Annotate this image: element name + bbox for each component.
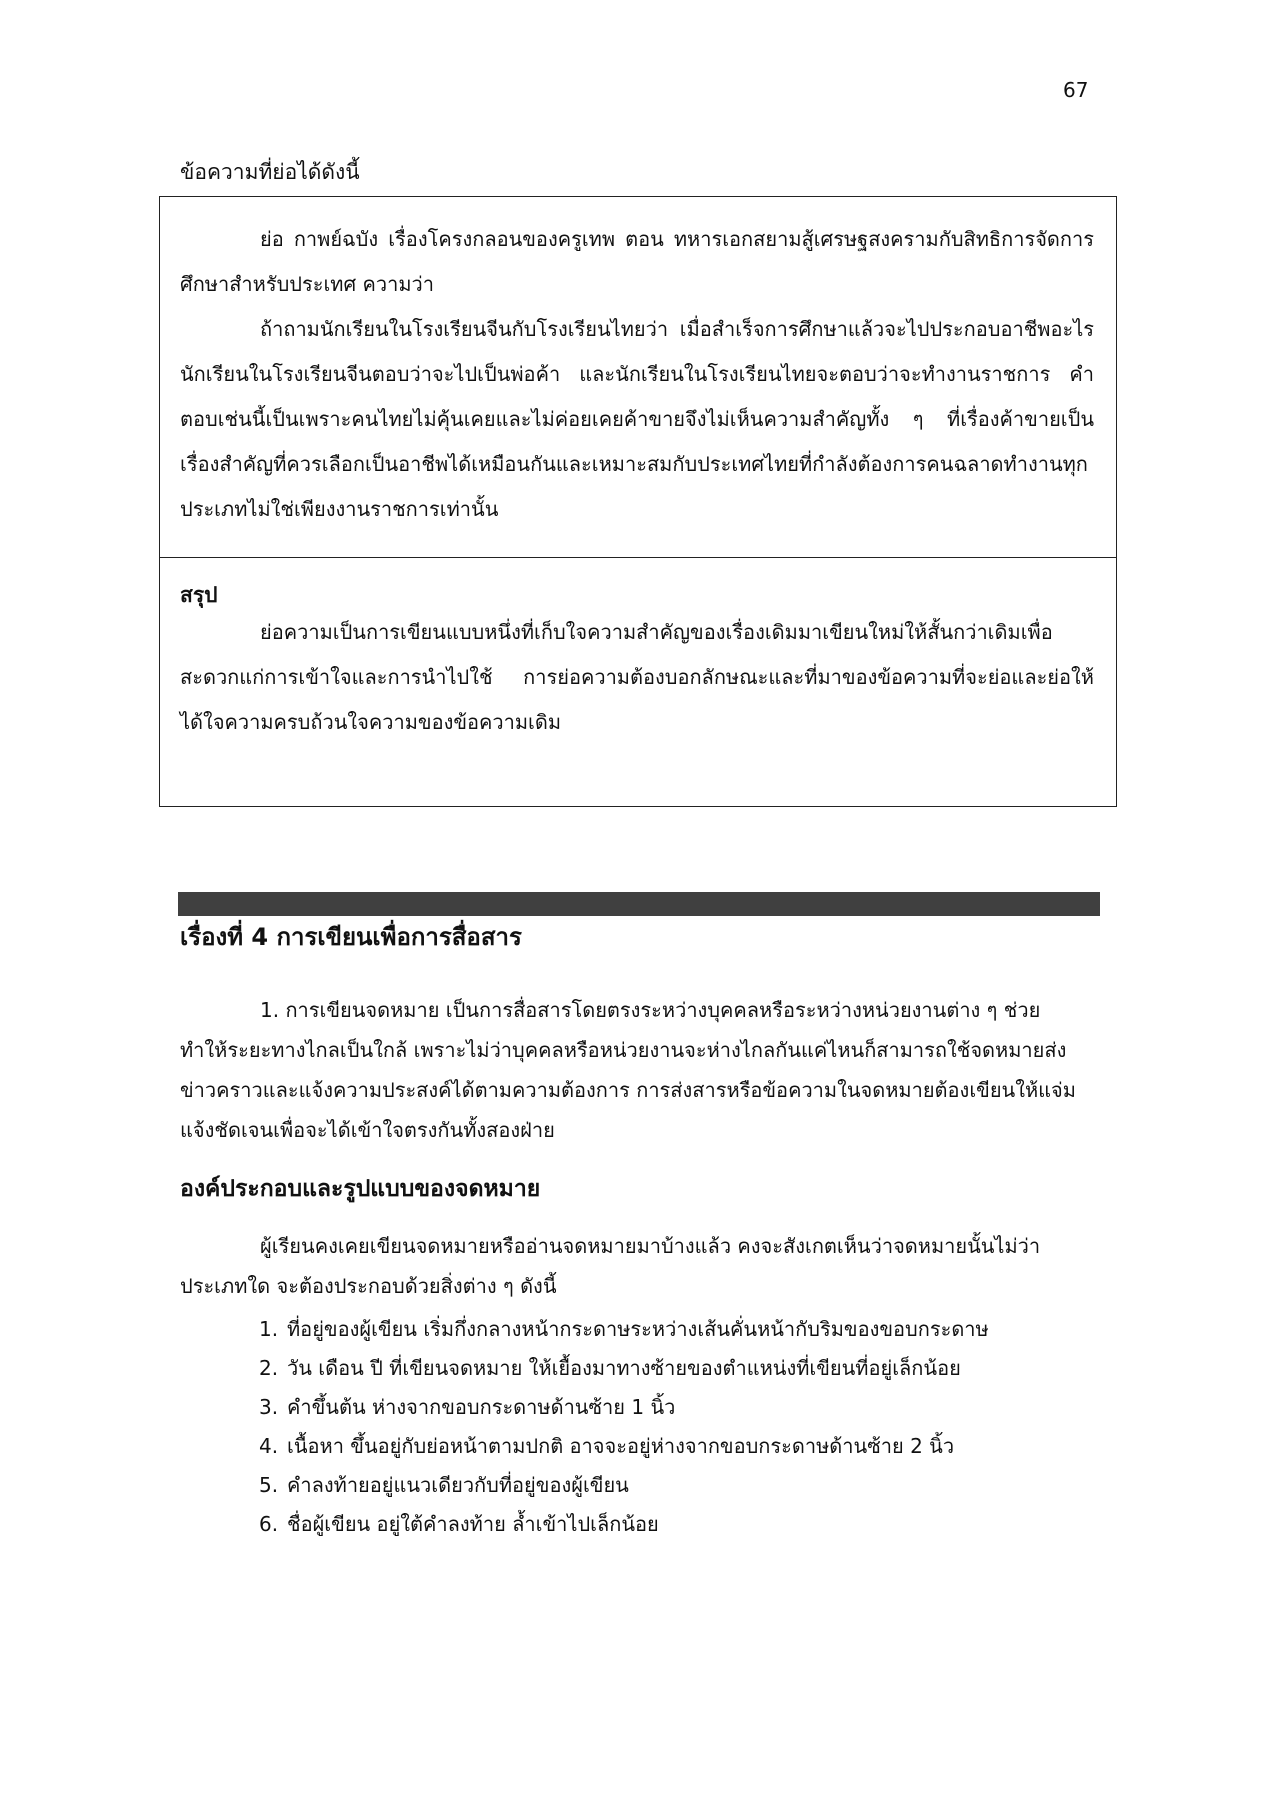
conclusion-section xyxy=(160,558,1116,806)
list-item: 6. ชื่อผู้เขียน อยู่ใต้คำลงท้าย ล้ำเข้าไปเล็กน้อย xyxy=(259,1512,659,1536)
list-item: 2. วัน เดือน ปี ที่เขียนจดหมาย ให้เยื้องมาทางซ้ายของตำแหน่งที่เขียนที่อยู่เล็กน้อย xyxy=(259,1356,961,1380)
conclusion-paragraph: ย่อความเป็นการเขียนแบบหนึ่งที่เก็บใจความสำคัญของเรื่องเดิมมาเขียนใหม่ให้สั้นกว่าเดิมเพื่อสะดวกแก่การเข้าใจและการนำไปใช้ การย่อความต้องบอกลักษณะและที่มาของข้อความที่จะย่อและย่อให้ได้ใจความครบถ้วนใจความของข้อความเดิม xyxy=(180,620,1094,734)
conclusion-heading: สรุป xyxy=(180,583,218,607)
summary-example-section xyxy=(160,197,1116,558)
summary-box xyxy=(159,196,1117,807)
letter-writing-intro xyxy=(180,990,1080,1150)
letter-components-list xyxy=(259,1310,989,1544)
letter-components-paragraph: ผู้เรียนคงเคยเขียนจดหมายหรืออ่านจดหมายมาบ้างแล้ว คงจะสังเกตเห็นว่าจดหมายนั้นไม่ว่าประเภทใด จะต้องประกอบด้วยสิ่งต่าง ๆ ดังนี้ xyxy=(180,1234,1041,1298)
list-item: 5. คำลงท้ายอยู่แนวเดียวกับที่อยู่ของผู้เขียน xyxy=(259,1473,629,1497)
list-item: 4. เนื้อหา ขึ้นอยู่กับย่อหน้าตามปกติ อาจจะอยู่ห่างจากขอบกระดาษด้านซ้าย 2 นิ้ว xyxy=(259,1434,955,1458)
section-divider-bar xyxy=(178,892,1100,916)
list-item: 1. ที่อยู่ของผู้เขียน เริ่มกึ่งกลางหน้ากระดาษระหว่างเส้นคั่นหน้ากับริมของขอบกระดาษ xyxy=(259,1317,989,1341)
letter-writing-paragraph: 1. การเขียนจดหมาย เป็นการสื่อสารโดยตรงระหว่างบุคคลหรือระหว่างหน่วยงานต่าง ๆ ช่วยทำให้ระยะทางไกลเป็นใกล้ เพราะไม่ว่าบุคคลหรือหน่วยงานจะห่างไกลกันแค่ไหนก็สามารถใช้จดหมายส่งข่าวคราวและแจ้งความประสงค์ได้ตามความต้องการ การส่งสารหรือข้อความในจดหมายต้องเขียนให้แจ่มแจ้งชัดเจนเพื่อจะได้เข้าใจตรงกันทั้งสองฝ่าย xyxy=(180,998,1076,1142)
summary-body-paragraph: ถ้าถามนักเรียนในโรงเรียนจีนกับโรงเรียนไทยว่า เมื่อสำเร็จการศึกษาแล้วจะไปประกอบอาชีพอะไร นักเรียนในโรงเรียนจีนตอบว่าจะไปเป็นพ่อค้า และนักเรียนในโรงเรียนไทยจะตอบว่าจะทำงานราชการ คำตอบเช่นนี้เป็นเพราะคนไทยไม่คุ้นเคยและไม่ค่อยเคยค้าขายจึงไม่เห็นความสำคัญทั้ง ๆ ที่เรื่องค้าขายเป็นเรื่องสำคัญที่ควรเลือกเป็นอาชีพได้เหมือนกันและเหมาะสมกับประเทศไทยที่กำลังต้องการคนฉลาดทำงานทุกประเภทไม่ใช่เพียงงานราชการเท่านั้น xyxy=(180,317,1094,521)
intro-label: ข้อความที่ย่อได้ดังนี้ xyxy=(180,160,360,184)
letter-components-intro xyxy=(180,1226,1080,1306)
summary-title-paragraph: ย่อ กาพย์ฉบัง เรื่องโครงกลอนของครูเทพ ตอน ทหารเอกสยามสู้เศรษฐสงครามกับสิทธิการจัดการศึกษาสำหรับประเทศ ความว่า xyxy=(180,227,1094,296)
letter-components-heading: องค์ประกอบและรูปแบบของจดหมาย xyxy=(180,1176,541,1202)
page-number: 67 xyxy=(1063,78,1089,102)
section-title: เรื่องที่ 4 การเขียนเพื่อการสื่อสาร xyxy=(180,923,522,951)
list-item: 3. คำขึ้นต้น ห่างจากขอบกระดาษด้านซ้าย 1 นิ้ว xyxy=(259,1395,676,1419)
